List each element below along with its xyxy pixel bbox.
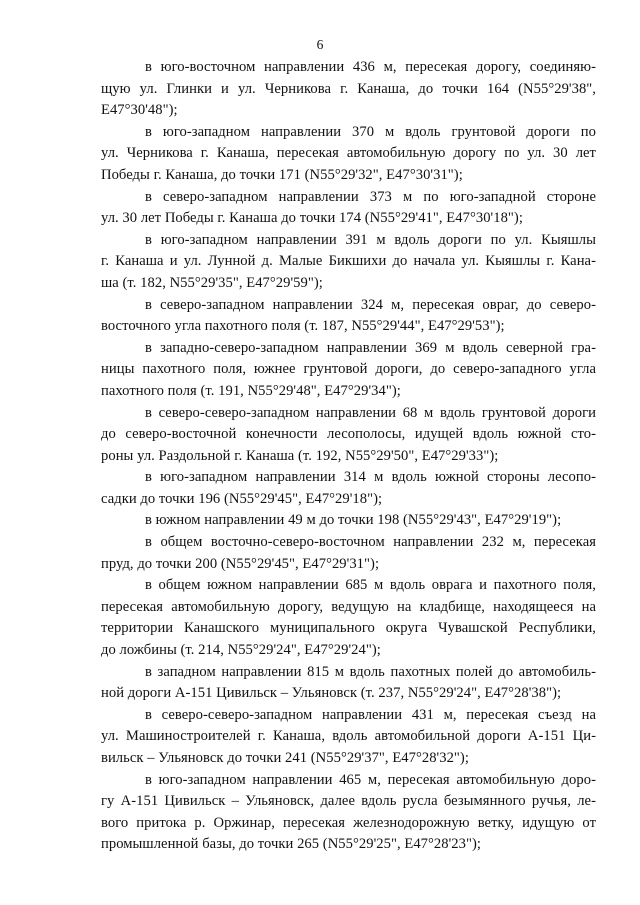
paragraph: [101, 467, 596, 510]
paragraph-line: ул. Машиностроителей г. Канаша, вдоль автомобильной дороги А-151 Ци-: [101, 728, 596, 745]
paragraph: [101, 295, 596, 338]
paragraph-line: ницы пахотного поля, южнее грунтовой дороги, до северо-западного угла: [101, 361, 596, 378]
paragraph-line: Победы г. Канаша, до точки 171 (N55°29'32", E47°30'31");: [101, 166, 463, 183]
page-number: 6: [316, 37, 324, 52]
paragraph-line: в общем восточно-северо-восточном направлении 232 м, пересекая: [145, 534, 596, 551]
paragraph-line: ной дороги А-151 Цивильск – Ульяновск (т. 237, N55°29'24", E47°28'38");: [101, 685, 562, 702]
paragraph-line: пахотного поля (т. 191, N55°29'48", E47°29'34");: [101, 382, 401, 399]
paragraph-line: ша (т. 182, N55°29'35", E47°29'59");: [101, 274, 323, 291]
paragraph: [101, 57, 596, 122]
paragraph: [101, 403, 596, 468]
paragraph-line: роны ул. Раздольной г. Канаша (т. 192, N55°29'50", E47°29'33");: [101, 447, 499, 464]
paragraph-line: щую ул. Глинки и ул. Черникова г. Канаша, до точки 164 (N55°29'38",: [101, 80, 596, 97]
paragraph-line: в юго-западном направлении 465 м, пересекая автомобильную доро-: [145, 771, 596, 788]
document-body: [101, 57, 596, 856]
paragraph-line: в юго-западном направлении 391 м вдоль дороги по ул. Кыяшлы: [145, 231, 596, 248]
paragraph-line: промышленной базы, до точки 265 (N55°29'25", E47°28'23");: [101, 836, 481, 853]
paragraph-line: г. Канаша и ул. Лунной д. Малые Бикшихи до начала ул. Кыяшлы г. Кана-: [101, 253, 596, 270]
paragraph-line: E47°30'48");: [101, 102, 178, 119]
paragraph: [101, 510, 596, 532]
paragraph-line: в юго-западном направлении 370 м вдоль грунтовой дороги по: [145, 123, 596, 140]
paragraph: [101, 770, 596, 856]
paragraph: [101, 338, 596, 403]
paragraph: [101, 662, 596, 705]
paragraph-line: садки до точки 196 (N55°29'45", E47°29'18");: [101, 490, 383, 507]
paragraph-line: гу А-151 Цивильск – Ульяновск, далее вдоль русла безымянного ручья, ле-: [101, 793, 596, 810]
paragraph: [101, 575, 596, 661]
paragraph-line: пересекая автомобильную дорогу, ведущую на кладбище, находящееся на: [101, 598, 596, 615]
paragraph: [101, 230, 596, 295]
paragraph-line: в юго-западном направлении 314 м вдоль южной стороны лесопо-: [145, 469, 596, 486]
paragraph-line: пруд, до точки 200 (N55°29'45", E47°29'31");: [101, 555, 380, 572]
paragraph-line: ул. Черникова г. Канаша, пересекая автомобильную дорогу по ул. 30 лет: [101, 145, 596, 162]
paragraph-line: до северо-восточной конечности лесополосы, идущей вдоль южной сто-: [101, 426, 596, 443]
paragraph-line: восточного угла пахотного поля (т. 187, N55°29'44", E47°29'53");: [101, 318, 505, 335]
paragraph-line: в северо-северо-западном направлении 68 м вдоль грунтовой дороги: [145, 404, 596, 421]
paragraph: [101, 187, 596, 230]
paragraph-line: в общем южном направлении 685 м вдоль оврага и пахотного поля,: [145, 577, 596, 594]
paragraph-line: в северо-западном направлении 324 м, пересекая овраг, до северо-: [145, 296, 596, 313]
paragraph-line: в южном направлении 49 м до точки 198 (N55°29'43", E47°29'19");: [145, 512, 562, 529]
paragraph-line: в северо-западном направлении 373 м по юго-западной стороне: [145, 188, 596, 205]
paragraph-line: ул. 30 лет Победы г. Канаша до точки 174 (N55°29'41", E47°30'18");: [101, 210, 523, 227]
paragraph-line: в юго-восточном направлении 436 м, пересекая дорогу, соединяю-: [145, 59, 596, 75]
paragraph: [101, 705, 596, 770]
paragraph: [101, 122, 596, 187]
paragraph-line: до ложбины (т. 214, N55°29'24", E47°29'24");: [101, 642, 381, 659]
paragraph-line: вильск – Ульяновск до точки 241 (N55°29'37", E47°28'32");: [101, 750, 469, 766]
paragraph: [101, 532, 596, 575]
paragraph-line: территории Канашского муниципального округа Чувашской Республики,: [101, 620, 596, 637]
paragraph-line: в северо-северо-западном направлении 431 м, пересекая съезд на: [145, 706, 596, 723]
paragraph-line: в западном направлении 815 м вдоль пахотных полей до автомобиль-: [145, 663, 596, 680]
paragraph-line: вого притока р. Оржинар, пересекая железнодорожную ветку, идущую от: [101, 814, 596, 831]
paragraph-line: в западно-северо-западном направлении 369 м вдоль северной гра-: [145, 339, 596, 356]
